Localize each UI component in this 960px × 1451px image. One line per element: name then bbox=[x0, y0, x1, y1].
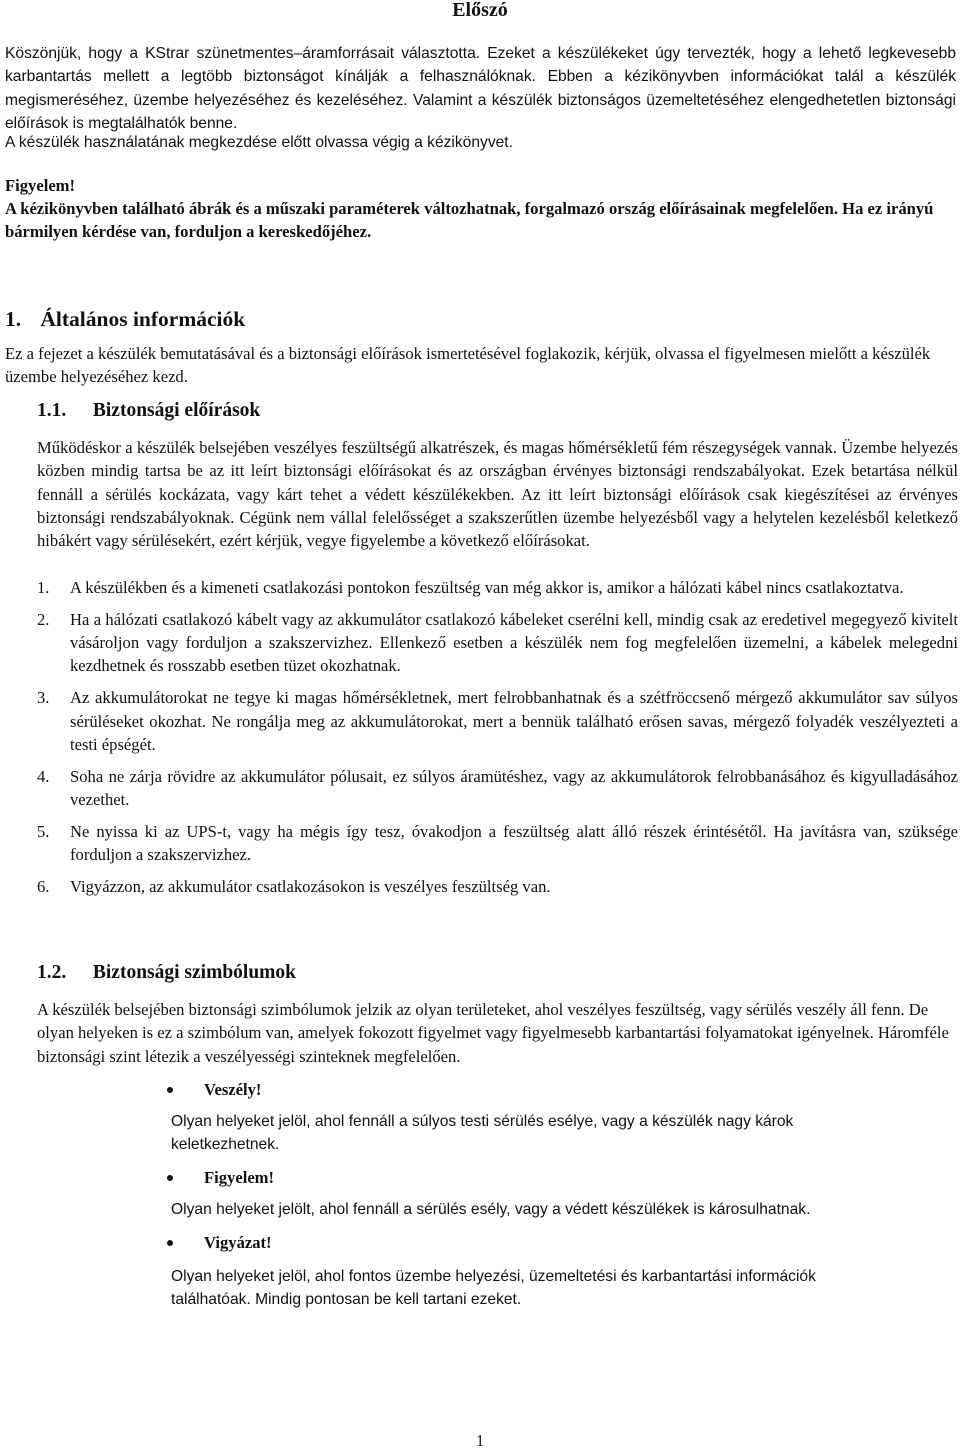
symbol-description: Olyan helyeket jelöl, ahol fontos üzembe helyezési, üzemeltetési és karbantartási információk találhatóak. Mindig pontosan be kell tartani ezeket. bbox=[171, 1268, 816, 1309]
section-1-intro: Ez a fejezet a készülék bemutatásával és a biztonsági előírások ismertetésével foglakozik, kérjük, olvassa el figyelmesen mielőtt a készülék üzembe helyezéséhez kezd. bbox=[5, 344, 931, 387]
section-1-number: 1. bbox=[5, 307, 22, 331]
bullet-icon bbox=[167, 1087, 173, 1093]
warning-body: A kézikönyvben található ábrák és a műszaki paraméterek változhatnak, forgalmazó ország előírásainak megfelelően. Ha ez irányú bármilyen kérdése van, forduljon a kereskedőjéhez. bbox=[5, 199, 934, 242]
section-1-2-title: Biztonsági szimbólumok bbox=[92, 962, 297, 983]
list-item-number: 2. bbox=[37, 609, 50, 629]
list-item-text: Vigyázzon, az akkumulátor csatlakozásokon is veszélyes feszültség van. bbox=[70, 877, 551, 897]
list-item-number: 3. bbox=[37, 688, 50, 708]
page-number: 1 bbox=[475, 1431, 485, 1450]
list-item bbox=[37, 576, 958, 599]
read-notice: A készülék használatának megkezdése előtt olvassa végig a kézikönyvet. bbox=[5, 134, 513, 151]
section-1-title: Általános információk bbox=[40, 307, 246, 331]
list-item-text: Az akkumulátorokat ne tegye ki magas hőmérsékletnek, mert felrobbanhatnak és a szétfröccsenő mérgező akkumulátor sav súlyos sérüléseket okozhat. Ne rongálja meg az akkumulátorokat, mert a bennük található erősen savas, mérgező folyadék veszélyezteti a testi épségét. bbox=[70, 688, 958, 754]
list-item-text: A készülékben és a kimeneti csatlakozási pontokon feszültség van még akkor is, amikor a hálózati kábel nincs csatlakoztatva. bbox=[70, 578, 904, 597]
list-item bbox=[37, 820, 958, 867]
list-item bbox=[37, 686, 958, 756]
list-item-text: Ne nyissa ki az UPS-t, vagy ha mégis így tesz, óvakodjon a feszültség alatt álló részek érintésétől. Ha javításra van, szüksége forduljon a szakszervizhez. bbox=[70, 822, 958, 865]
safety-rules-list bbox=[37, 576, 958, 907]
symbol-description: Olyan helyeket jelöl, ahol fennáll a súlyos testi sérülés esélye, vagy a készülék nagy károk keletkezhetnek. bbox=[171, 1113, 794, 1154]
symbol-name: Figyelem! bbox=[204, 1168, 275, 1187]
list-item bbox=[37, 608, 958, 678]
section-1-1-heading bbox=[37, 398, 260, 424]
section-1-1-title: Biztonsági előírások bbox=[92, 400, 261, 421]
bullet-icon bbox=[167, 1175, 173, 1181]
list-item-number: 1. bbox=[37, 578, 50, 597]
list-item-number: 6. bbox=[37, 877, 50, 897]
section-1-2-body: A készülék belsejében biztonsági szimbólumok jelzik az olyan területeket, ahol veszélyes feszültség, vagy sérülés veszély áll fenn. De olyan helyeken is ez a szimbólum van, amelyek fokozott figyelmet vagy figyelmesebb karbantartási folyamatokat igényelnek. Háromféle biztonsági szint létezik a veszélyességi szinteknek megfelelően. bbox=[37, 1000, 949, 1066]
list-item-text: Soha ne zárja rövidre az akkumulátor pólusait, ez súlyos áramütéshez, vagy az akkumulátorok felrobbanásához és kigyulladásához vezethet. bbox=[70, 766, 958, 810]
section-1-2-heading bbox=[37, 960, 296, 986]
intro-paragraph: Köszönjük, hogy a KStrar szünetmentes–áramforrásait választotta. Ezeket a készülékeket úgy tervezték, hogy a lehető legkevesebb karbantartás mellett a legtöbb biztonságot kínálják a felhasználóknak. Ebben a kézikönyvben információkat talál a készülék megismeréséhez, üzembe helyezéséhez és kezeléséhez. Valamint a készülék biztonságos üzemeltetéséhez elengedhetetlen biztonsági előírások is megtalálhatók benne. bbox=[5, 45, 956, 132]
section-1-2-number: 1.2. bbox=[37, 962, 67, 983]
list-item bbox=[37, 765, 958, 812]
bullet-icon bbox=[167, 1240, 173, 1246]
section-1-1-body: Működéskor a készülék belsejében veszélyes feszültségű alkatrészek, és magas hőmérsékletű fém részegységek vannak. Üzembe helyezés közben mindig tartsa be az itt leírt biztonsági előírásokat és az országban érvényes biztonsági rendszabályokat. Ezek betartása nélkül fennáll a sérülés kockázata, vagy kárt tehet a védett készülékekben. Az itt leírt biztonsági előírások csak kiegészítései az érvényes biztonsági rendszabályoknak. Cégünk nem vállal felelősséget a szakszerűtlen üzembe helyezésből vagy a helytelen kezelésből keletkező hibákért vagy sérülésekért, ezért kérjük, vegye figyelembe a következő előírásokat. bbox=[37, 438, 958, 551]
list-item-text: Ha a hálózati csatlakozó kábelt vagy az akkumulátor csatlakozó kábeleket cserélni kell, mindig csak az eredetivel megegyező kivitelt vásároljon vagy forduljon a szakszervizhez. Ellenkező esetben a készülék nem fog megfelelően üzemelni, a kábelek melegedni kezdhetnek és rosszabb esetben tüzet okozhatnak. bbox=[70, 609, 958, 676]
section-1-1-number: 1.1. bbox=[37, 400, 67, 421]
page-title: Előszó bbox=[452, 0, 508, 21]
symbol-name: Vigyázat! bbox=[204, 1233, 272, 1252]
section-1-heading bbox=[5, 305, 245, 333]
list-item-number: 5. bbox=[37, 822, 50, 842]
list-item-number: 4. bbox=[37, 766, 50, 786]
warning-heading: Figyelem! bbox=[5, 176, 76, 195]
list-item bbox=[37, 875, 958, 898]
symbol-description: Olyan helyeket jelölt, ahol fennáll a sérülés esély, vagy a védett készülékek is károsulhatnak. bbox=[171, 1201, 811, 1218]
symbol-name: Veszély! bbox=[204, 1080, 262, 1099]
